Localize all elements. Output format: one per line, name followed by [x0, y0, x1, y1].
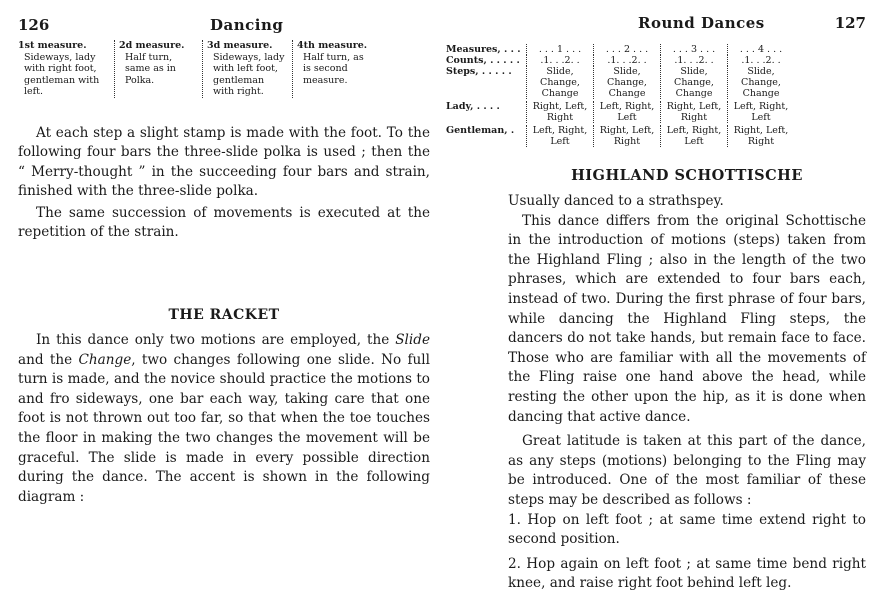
table-cell: .1. . .2. . — [593, 55, 660, 66]
table-row — [446, 125, 866, 147]
measure-table — [18, 40, 430, 98]
page-number-right: 127 — [834, 14, 866, 32]
emphasis-slide: Slide — [395, 332, 430, 349]
table-row — [446, 44, 866, 55]
highland-body-text — [508, 192, 866, 594]
table-cell: Right, Left, Right — [593, 125, 660, 147]
table-cell: Left, Right, Left — [660, 125, 727, 147]
running-title-right: Round Dances — [638, 14, 765, 32]
list-item: 2. Hop again on left foot ; at same time bend right knee, and raise right foot behind left leg. — [508, 555, 866, 592]
measure-heading: 1st measure. — [18, 40, 87, 51]
page-number-left: 126 — [18, 16, 50, 34]
table-cell: Left, Right, Left — [593, 101, 660, 123]
table-cell: .1. . .2. . — [727, 55, 794, 66]
measure-description: Sideways, lady with left foot, gentleman with right. — [213, 51, 285, 97]
right-page — [446, 0, 880, 592]
measure-heading: 2d measure. — [119, 40, 185, 51]
section-title-highland-schottische: HIGHLAND SCHOTTISCHE — [571, 167, 803, 184]
table-cell: Right, Left, Right — [727, 125, 794, 147]
measure-description: Sideways, lady with right foot, gentleman with left. — [24, 51, 100, 97]
paragraph: The same succession of movements is executed at the repetition of the strain. — [18, 204, 430, 241]
paragraph: Great latitude is taken at this part of the dance, as any steps (motions) belonging to the Fling may be introduced. One of the most familiar of these steps may be described as follows : — [508, 433, 866, 508]
text-span: , two changes following one slide. No full turn is made, and the novice should practice the motions to and fro sideways, one bar each way, taking care that one foot is not thrown out too far, so that when the toe touches the floor in making the two changes the movement will be graceful. The slide is made in every possible direction during the dance. The accent is shown in the following diagram : — [18, 351, 430, 505]
measure-description: Half turn, same as in Polka. — [125, 51, 176, 86]
measure-column — [292, 40, 378, 98]
paragraph: At each step a slight stamp is made with the foot. To the following four bars the three-slide polka is used ; then the “ Merry-thought ” in the succeeding four bars and strain, finished with the three-slide polka. — [18, 124, 430, 200]
measure-heading: 4th measure. — [297, 40, 368, 51]
table-cell: . . . 4 . . . — [727, 44, 794, 55]
table-cell: Left, Right, Left — [526, 125, 593, 147]
running-title-left: Dancing — [210, 16, 284, 34]
row-label: Measures, . . . — [446, 44, 521, 55]
measure-column — [202, 40, 292, 98]
emphasis-change: Change — [78, 351, 132, 368]
measure-column — [18, 40, 114, 98]
running-head-right — [508, 8, 866, 34]
table-row — [446, 101, 866, 123]
row-label: Steps, . . . . . — [446, 66, 512, 77]
table-cell: .1. . .2. . — [660, 55, 727, 66]
table-cell: Slide, Change, Change — [727, 66, 794, 99]
table-cell: . . . 1 . . . — [526, 44, 593, 55]
paragraph: Usually danced to a strathspey. — [508, 193, 724, 209]
row-label: Lady, . . . . — [446, 101, 500, 112]
running-head-left — [18, 8, 430, 34]
step-table — [446, 44, 866, 147]
racket-body-text — [18, 331, 430, 507]
left-page — [0, 0, 440, 561]
row-label: Gentleman, . — [446, 125, 515, 136]
table-row — [446, 66, 866, 99]
measure-column — [114, 40, 202, 98]
section-title-racket: THE RACKET — [168, 307, 280, 324]
table-cell: Right, Left, Right — [526, 101, 593, 123]
left-body-text — [18, 124, 430, 244]
text-span: In this dance only two motions are employed, the — [36, 332, 396, 349]
table-cell: Slide, Change, Change — [660, 66, 727, 99]
table-cell: . . . 3 . . . — [660, 44, 727, 55]
table-cell: . . . 2 . . . — [593, 44, 660, 55]
text-span: and the — [18, 351, 79, 368]
measure-heading: 3d measure. — [207, 40, 273, 51]
table-cell: Slide, Change, Change — [593, 66, 660, 99]
paragraph — [18, 331, 430, 507]
list-item: 1. Hop on left foot ; at same time extend right to second position. — [508, 511, 866, 548]
row-label: Counts, . . . . . — [446, 55, 520, 66]
table-cell: Left, Right, Left — [727, 101, 794, 123]
table-cell: .1. . .2. . — [526, 55, 593, 66]
table-cell: Right, Left, Right — [660, 101, 727, 123]
measure-description: Half turn, as is second measure. — [303, 51, 364, 86]
table-row — [446, 55, 866, 66]
table-cell: Slide, Change, Change — [526, 66, 593, 99]
paragraph: This dance differs from the original Schottische in the introduction of motions (steps) taken from the Highland Fling ; also in the length of the two phrases, which are extended to four bars each, instead of two. During the first phrase of four bars, while dancing the Highland Fling steps, the dancers do not take hands, but remain face to face. Those who are familiar with all the movements of the Fling raise one hand above the head, while resting the other upon the hip, as it is done when dancing that active dance. — [508, 212, 866, 425]
